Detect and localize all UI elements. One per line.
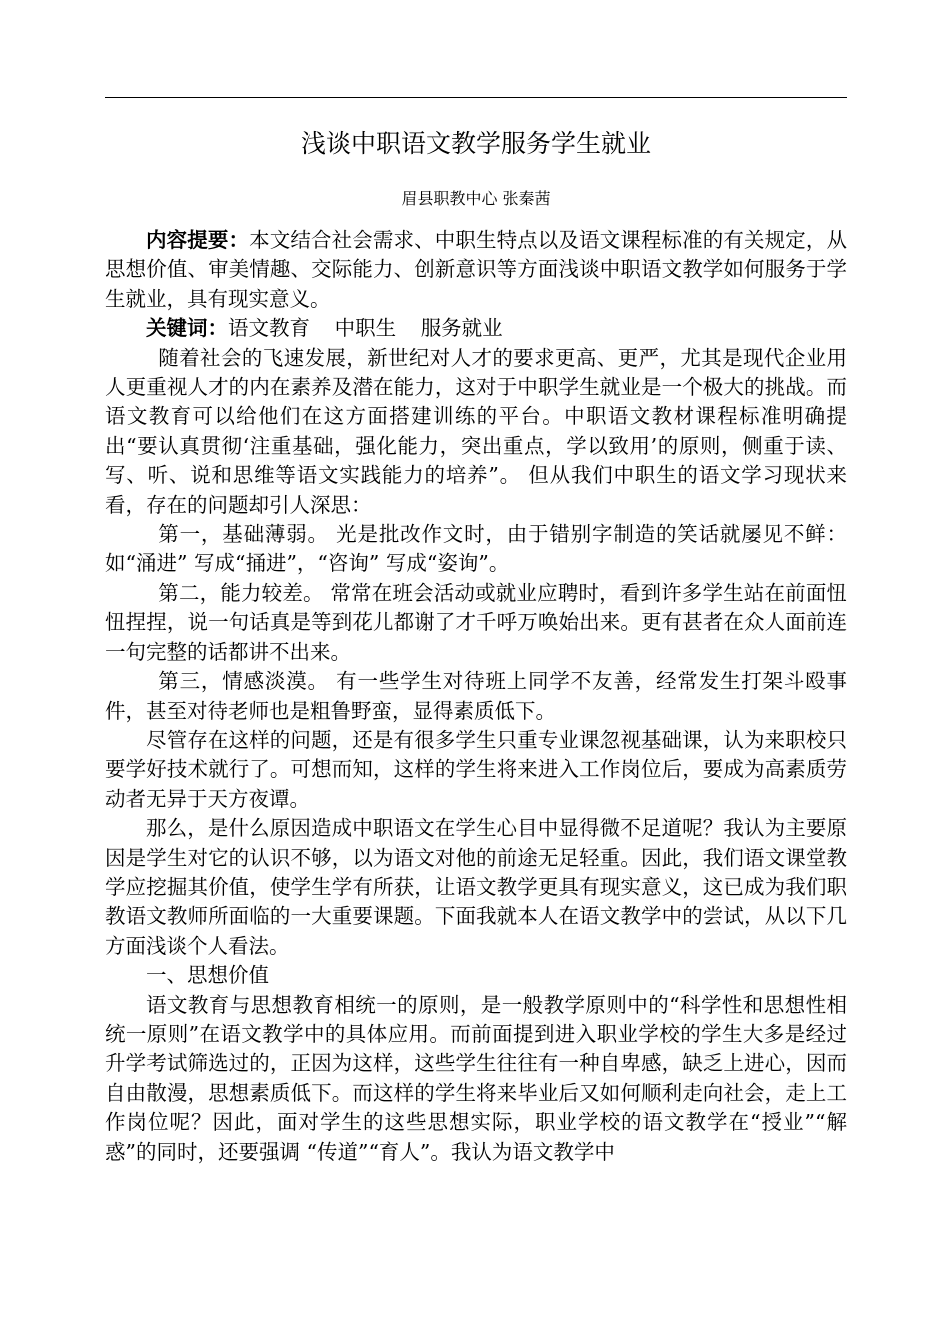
abstract-paragraph <box>105 226 847 314</box>
body-paragraph: 第一，基础薄弱。 光是批改作文时，由于错别字制造的笑话就屡见不鲜：如“涌进” 写成“捅进”，“咨询” 写成“姿询”。 <box>105 522 847 576</box>
header-rule <box>105 97 847 98</box>
body-paragraph: 随着社会的飞速发展，新世纪对人才的要求更高、更严，尤其是现代企业用人更重视人才的内在素养及潜在能力，这对于中职学生就业是一个极大的挑战。而语文教育可以给他们在这方面搭建训练的平台。中职语文教材课程标准明确提出“要认真贯彻‘注重基础，强化能力，突出重点，学以致用’的原则，侧重于读、写、听、说和思维等语文实践能力的培养”。 但从我们中职生的语文学习现状来看，存在的问题却引人深思： <box>105 345 847 517</box>
keywords-label: 关键词： <box>146 316 228 341</box>
body-paragraph: 第二，能力较差。 常常在班会活动或就业应聘时，看到许多学生站在前面忸忸捏捏，说一句话真是等到花儿都谢了才千呼万唤始出来。更有甚者在众人面前连一句完整的话都讲不出来。 <box>105 580 847 664</box>
body-paragraph: 那么，是什么原因造成中职语文在学生心目中显得微不足道呢？我认为主要原因是学生对它的认识不够，以为语文对他的前途无足轻重。因此，我们语文课堂教学应挖掘其价值，使学生学有所获，让语文教学更具有现实意义，这已成为我们职教语文教师所面临的一大重要课题。下面我就本人在语文教学中的尝试，从以下几方面浅谈个人看法。 <box>105 816 847 958</box>
body-paragraph: 第三，情感淡漠。 有一些学生对待班上同学不友善，经常发生打架斗殴事件，甚至对待老师也是粗鲁野蛮，显得素质低下。 <box>105 669 847 723</box>
document-body <box>105 226 847 1167</box>
keyword: 语文教育 <box>228 316 310 341</box>
keywords-paragraph <box>105 314 847 343</box>
document-title: 浅谈中职语文教学服务学生就业 <box>300 129 651 158</box>
section-heading: 一、思想价值 <box>146 963 269 988</box>
document-author: 眉县职教中心 张秦茜 <box>401 189 551 208</box>
abstract-text: 本文结合社会需求、中职生特点以及语文课程标准的有关规定，从思想价值、审美情趣、交际能力、创新意识等方面浅谈中职语文教学如何服务于学生就业，具有现实意义。 <box>105 228 848 311</box>
body-paragraph: 尽管存在这样的问题，还是有很多学生只重专业课忽视基础课，认为来职校只要学好技术就行了。可想而知，这样的学生将来进入工作岗位后，要成为高素质劳动者无异于天方夜谭。 <box>105 727 847 811</box>
abstract-label: 内容提要： <box>146 228 250 252</box>
keyword: 服务就业 <box>420 316 503 341</box>
body-paragraph: 语文教育与思想教育相统一的原则，是一般教学原则中的“科学性和思想性相统一原则”在语文教学中的具体应用。而前面提到进入职业学校的学生大多是经过升学考试筛选过的，正因为这样，这些学生往往有一种自卑感，缺乏上进心，因而自由散漫，思想素质低下。而这样的学生将来毕业后又如何顺利走向社会，走上工作岗位呢？因此，面对学生的这些思想实际，职业学校的语文教学在“授业”“解惑”的同时，还要强调 “传道”“育人”。我认为语文教学中 <box>105 992 847 1164</box>
keyword: 中职生 <box>334 316 397 341</box>
